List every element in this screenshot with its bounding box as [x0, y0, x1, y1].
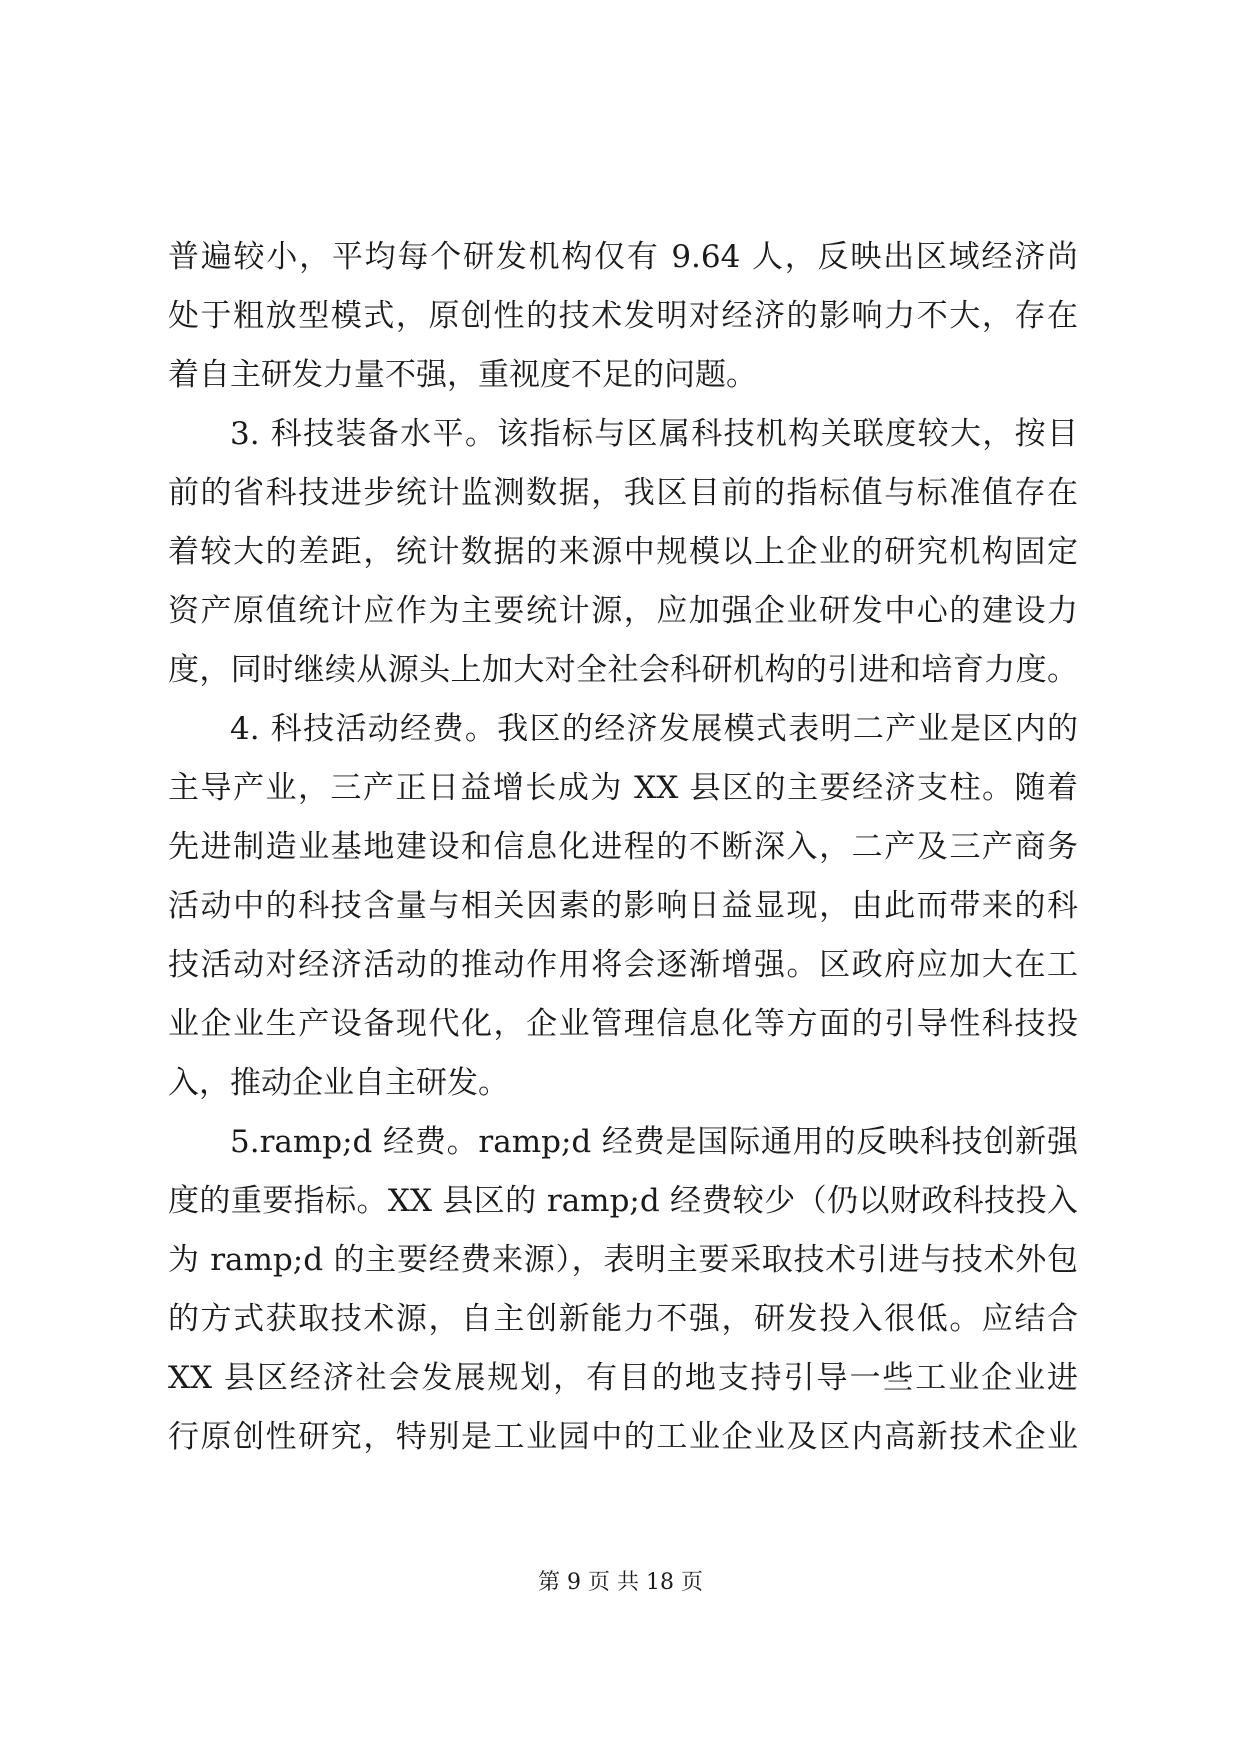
text-line: 普遍较小，平均每个研发机构仅有 9.64 人，反映出区域经济尚: [168, 239, 1078, 275]
text-line: XX 县区经济社会发展规划，有目的地支持引导一些工业企业进: [168, 1360, 1078, 1396]
text-line: 为 ramp;d 的主要经费来源），表明主要采取技术引进与技术外包: [168, 1242, 1078, 1278]
text-line: 度，同时继续从源头上加大对全社会科研机构的引进和培育力度。: [168, 652, 1078, 688]
paragraph-start-line: 4. 科技活动经费。我区的经济发展模式表明二产业是区内的: [230, 711, 1078, 747]
text-line: 活动中的科技含量与相关因素的影响日益显现，由此而带来的科: [168, 888, 1078, 924]
text-line: 着自主研发力量不强，重视度不足的问题。: [168, 357, 757, 393]
paragraph-start-line: 5.ramp;d 经费。ramp;d 经费是国际通用的反映科技创新强: [230, 1124, 1078, 1160]
text-line: 技活动对经济活动的推动作用将会逐渐增强。区政府应加大在工: [168, 947, 1078, 983]
text-line: 资产原值统计应作为主要统计源，应加强企业研发中心的建设力: [168, 593, 1078, 629]
text-line: 前的省科技进步统计监测数据，我区目前的指标值与标准值存在: [168, 475, 1078, 511]
text-line: 业企业生产设备现代化，企业管理信息化等方面的引导性科技投: [168, 1006, 1078, 1042]
text-line: 主导产业，三产正日益增长成为 XX 县区的主要经济支柱。随着: [168, 770, 1078, 806]
page-number-footer: 第 9 页 共 18 页: [538, 1570, 703, 1595]
body-text: [168, 228, 1078, 1467]
text-line: 先进制造业基地建设和信息化进程的不断深入，二产及三产商务: [168, 829, 1078, 865]
text-line: 行原创性研究，特别是工业园中的工业企业及区内高新技术企业: [168, 1419, 1078, 1455]
text-line: 度的重要指标。XX 县区的 ramp;d 经费较少（仍以财政科技投入: [168, 1183, 1078, 1219]
paragraph-start-line: 3. 科技装备水平。该指标与区属科技机构关联度较大，按目: [230, 416, 1078, 452]
text-line: 入，推动企业自主研发。: [168, 1065, 509, 1101]
text-line: 处于粗放型模式，原创性的技术发明对经济的影响力不大，存在: [168, 298, 1078, 334]
text-line: 的方式获取技术源，自主创新能力不强，研发投入很低。应结合: [168, 1301, 1078, 1337]
text-line: 着较大的差距，统计数据的来源中规模以上企业的研究机构固定: [168, 534, 1078, 570]
